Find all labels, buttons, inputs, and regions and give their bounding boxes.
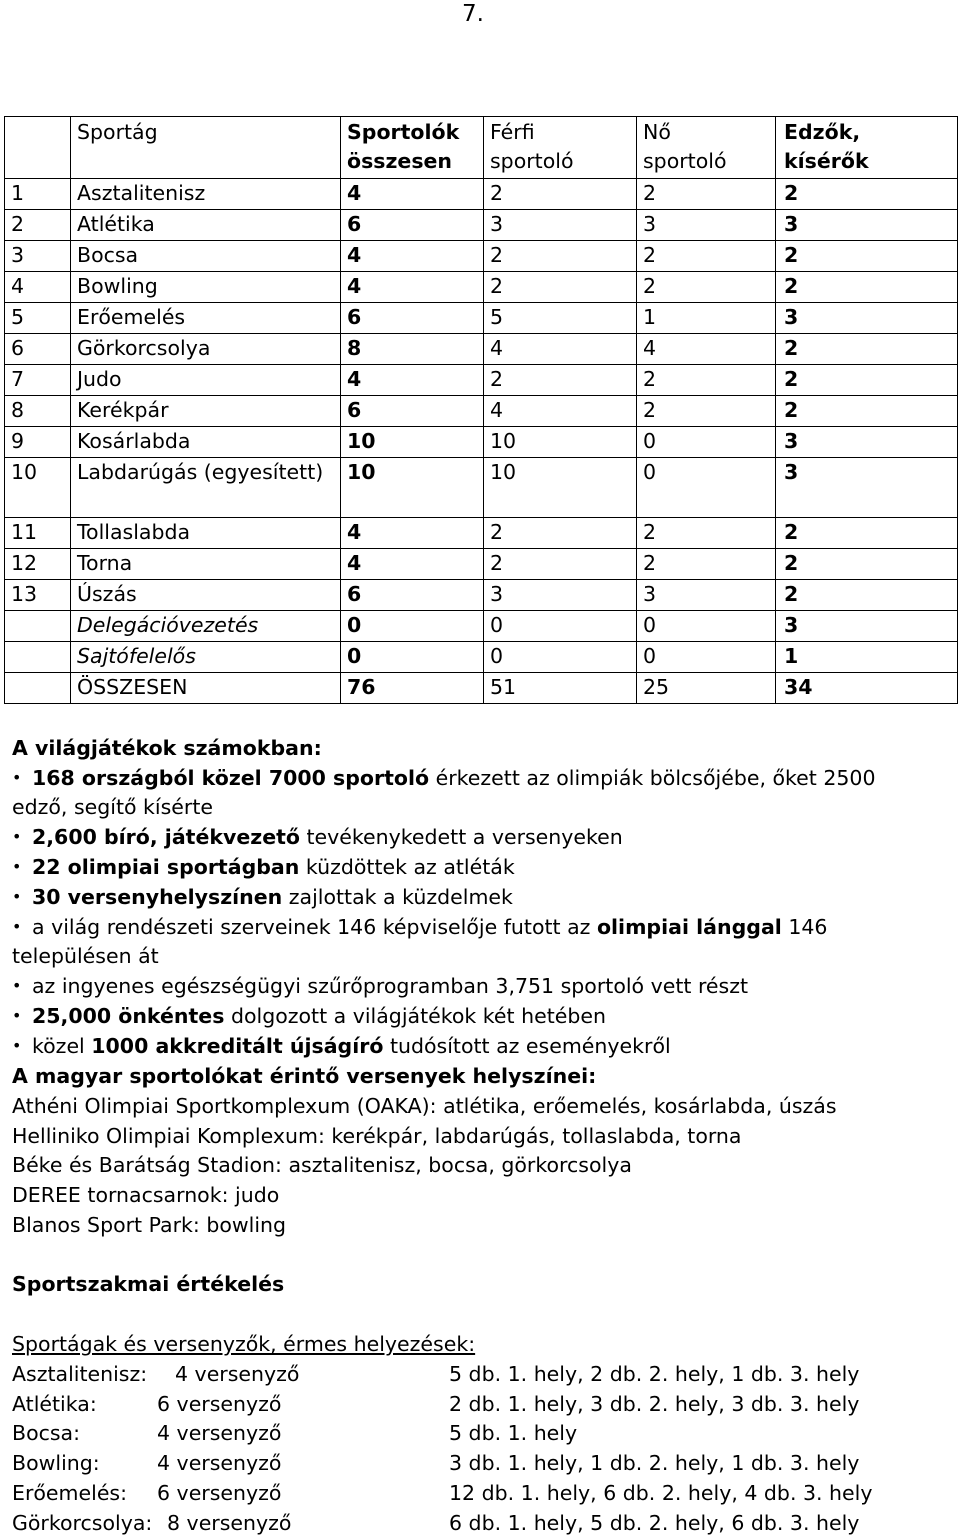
cell-total: 0 (341, 611, 484, 642)
cell-total: 6 (341, 396, 484, 427)
cell-male: 4 (484, 396, 637, 427)
cell-sport: Kerékpár (71, 396, 341, 427)
table-row (5, 611, 958, 642)
evaluation-medals: 3 db. 1. hely, 1 db. 2. hely, 1 db. 3. hely (449, 1451, 860, 1476)
header-sport: Sportág (71, 117, 341, 179)
cell-no: 1 (5, 179, 71, 210)
cell-male: 3 (484, 580, 637, 611)
cell-coaches: 2 (776, 518, 958, 549)
page-number: 7. (462, 1, 484, 27)
cell-total: 4 (341, 272, 484, 303)
evaluation-row (12, 1389, 281, 1419)
highlight-text: 168 országból közel 7000 sportoló (32, 766, 430, 790)
cell-coaches: 2 (776, 365, 958, 396)
cell-total: 6 (341, 303, 484, 334)
table-row (5, 458, 958, 518)
evaluation-row (12, 1448, 281, 1478)
cell-total: 10 (341, 427, 484, 458)
cell-no (5, 673, 71, 704)
evaluation-sport: Görkorcsolya: (12, 1510, 153, 1535)
cell-sport: Görkorcsolya (71, 334, 341, 365)
cell-female: 1 (637, 303, 776, 334)
cell-male: 2 (484, 518, 637, 549)
numbers-heading: A világjátékok számokban: (12, 736, 322, 760)
bullet-icon (12, 882, 32, 914)
cell-total: 4 (341, 179, 484, 210)
table-row (5, 396, 958, 427)
highlight-text: 30 versenyhelyszínen (32, 885, 283, 909)
cell-no: 12 (5, 549, 71, 580)
cell-male: 0 (484, 642, 637, 673)
cell-female: 0 (637, 458, 776, 518)
item-text: tevékenykedett a versenyeken (299, 825, 623, 849)
cell-female: 0 (637, 642, 776, 673)
evaluation-count: 4 versenyző (157, 1421, 282, 1446)
list-item (12, 882, 513, 914)
cell-coaches: 3 (776, 458, 958, 518)
item-text: tudósított az eseményekről (383, 1034, 671, 1058)
cell-male: 10 (484, 458, 637, 518)
cell-female: 2 (637, 396, 776, 427)
cell-sport: Úszás (71, 580, 341, 611)
venue-line: Athéni Olimpiai Sportkomplexum (OAKA): atlétika, erőemelés, kosárlabda, úszás (12, 1094, 837, 1118)
bullet-icon (12, 1001, 32, 1033)
evaluation-count: 6 versenyző (157, 1391, 282, 1416)
table-row (5, 241, 958, 272)
cell-coaches: 3 (776, 427, 958, 458)
cell-female: 25 (637, 673, 776, 704)
cell-male: 10 (484, 427, 637, 458)
item-text: közel (32, 1034, 92, 1058)
cell-female: 3 (637, 210, 776, 241)
cell-sport: Tollaslabda (71, 518, 341, 549)
table-row (5, 179, 958, 210)
cell-female: 2 (637, 241, 776, 272)
item-text: érkezett az olimpiák bölcsőjébe, őket 2500 (429, 766, 876, 790)
list-item (12, 763, 876, 795)
evaluation-sport: Asztalitenisz: (12, 1362, 148, 1386)
table-row (5, 427, 958, 458)
cell-male: 5 (484, 303, 637, 334)
header-male: Férfi sportoló (484, 117, 637, 179)
list-item (12, 1031, 671, 1063)
evaluation-count: 8 versenyző (167, 1510, 292, 1535)
bullet-icon (12, 822, 32, 854)
header-no (5, 117, 71, 179)
evaluation-heading: Sportszakmai értékelés (12, 1272, 285, 1296)
venue-line: Béke és Barátság Stadion: asztalitenisz, bocsa, görkorcsolya (12, 1153, 632, 1177)
list-item (12, 1001, 606, 1033)
evaluation-medals: 12 db. 1. hely, 6 db. 2. hely, 4 db. 3. hely (449, 1480, 873, 1505)
table-row (5, 549, 958, 580)
cell-total: 4 (341, 518, 484, 549)
cell-sport: Labdarúgás (egyesített) (71, 458, 341, 518)
cell-sport: ÖSSZESEN (71, 673, 341, 704)
table-row (5, 303, 958, 334)
venue-line: Helliniko Olimpiai Komplexum: kerékpár, labdarúgás, tollaslabda, torna (12, 1124, 742, 1148)
cell-coaches: 34 (776, 673, 958, 704)
highlight-text: 1000 akkreditált újságíró (91, 1034, 384, 1058)
evaluation-medals: 5 db. 1. hely, 2 db. 2. hely, 1 db. 3. hely (449, 1362, 860, 1386)
cell-no (5, 642, 71, 673)
table-row (5, 334, 958, 365)
evaluation-medals: 5 db. 1. hely (449, 1421, 578, 1446)
list-item (12, 971, 748, 1003)
table-row (5, 518, 958, 549)
cell-male: 2 (484, 365, 637, 396)
list-item (12, 822, 623, 854)
item-text: a világ rendészeti szerveinek 146 képviselője futott az (32, 915, 597, 939)
bullet-icon (12, 1031, 32, 1063)
cell-male: 51 (484, 673, 637, 704)
item-text: 146 (781, 915, 828, 939)
item-text: dolgozott a világjátékok két hetében (224, 1004, 606, 1028)
evaluation-row (12, 1418, 281, 1448)
table-row (5, 642, 958, 673)
item-text: zajlottak a küzdelmek (282, 885, 513, 909)
evaluation-subheading: Sportágak és versenyzők, érmes helyezések: (12, 1332, 476, 1356)
cell-no: 8 (5, 396, 71, 427)
cell-no: 9 (5, 427, 71, 458)
cell-sport: Bowling (71, 272, 341, 303)
evaluation-medals: 6 db. 1. hely, 5 db. 2. hely, 6 db. 3. hely (449, 1510, 860, 1535)
list-item (12, 852, 515, 884)
venue-line: DEREE tornacsarnok: judo (12, 1183, 280, 1207)
cell-sport: Sajtófelelős (71, 642, 341, 673)
cell-coaches: 1 (776, 642, 958, 673)
cell-total: 4 (341, 241, 484, 272)
cell-female: 3 (637, 580, 776, 611)
cell-coaches: 2 (776, 272, 958, 303)
bullet-icon (12, 971, 32, 1003)
venue-line: Blanos Sport Park: bowling (12, 1213, 287, 1237)
highlight-text: 22 olimpiai sportágban (32, 855, 300, 879)
cell-male: 0 (484, 611, 637, 642)
cell-male: 2 (484, 272, 637, 303)
evaluation-row (12, 1359, 299, 1389)
cell-total: 4 (341, 549, 484, 580)
evaluation-sport: Bocsa: (12, 1421, 81, 1446)
cell-no: 4 (5, 272, 71, 303)
cell-no: 2 (5, 210, 71, 241)
cell-female: 2 (637, 518, 776, 549)
table-header-row (5, 117, 958, 179)
cell-sport: Asztalitenisz (71, 179, 341, 210)
cell-coaches: 2 (776, 549, 958, 580)
header-total: Sportolók összesen (341, 117, 484, 179)
cell-coaches: 2 (776, 396, 958, 427)
cell-coaches: 2 (776, 179, 958, 210)
venues-heading: A magyar sportolókat érintő versenyek helyszínei: (12, 1064, 597, 1088)
cell-total: 0 (341, 642, 484, 673)
cell-total: 76 (341, 673, 484, 704)
table-row (5, 365, 958, 396)
evaluation-sport: Erőemelés: (12, 1480, 128, 1505)
evaluation-sport: Bowling: (12, 1451, 100, 1476)
cell-female: 2 (637, 549, 776, 580)
item-text: az ingyenes egészségügyi szűrőprogramban 3,751 sportoló vett részt (32, 974, 749, 998)
cell-female: 2 (637, 365, 776, 396)
item-text: küzdöttek az atléták (299, 855, 515, 879)
cell-sport: Erőemelés (71, 303, 341, 334)
table-row (5, 580, 958, 611)
cell-total: 8 (341, 334, 484, 365)
cell-no: 11 (5, 518, 71, 549)
cell-no: 5 (5, 303, 71, 334)
list-item-continuation: településen át (12, 944, 159, 968)
cell-no: 7 (5, 365, 71, 396)
cell-coaches: 3 (776, 210, 958, 241)
cell-male: 3 (484, 210, 637, 241)
highlight-text: 2,600 bíró, játékvezető (32, 825, 300, 849)
list-item (12, 912, 827, 944)
cell-male: 4 (484, 334, 637, 365)
evaluation-count: 4 versenyző (157, 1451, 282, 1476)
cell-no: 3 (5, 241, 71, 272)
cell-no: 6 (5, 334, 71, 365)
cell-total: 6 (341, 210, 484, 241)
cell-coaches: 3 (776, 303, 958, 334)
evaluation-sport: Atlétika: (12, 1391, 97, 1416)
evaluation-count: 4 versenyző (175, 1362, 300, 1386)
cell-coaches: 3 (776, 611, 958, 642)
highlight-text: olimpiai lánggal (596, 915, 782, 939)
cell-coaches: 2 (776, 334, 958, 365)
cell-no: 10 (5, 458, 71, 518)
cell-sport: Atlétika (71, 210, 341, 241)
cell-female: 0 (637, 611, 776, 642)
cell-no: 13 (5, 580, 71, 611)
bullet-icon (12, 912, 32, 944)
evaluation-row (12, 1478, 281, 1508)
cell-female: 2 (637, 179, 776, 210)
cell-male: 2 (484, 179, 637, 210)
cell-sport: Bocsa (71, 241, 341, 272)
cell-total: 10 (341, 458, 484, 518)
table-row (5, 272, 958, 303)
cell-total: 6 (341, 580, 484, 611)
sports-table (4, 116, 958, 704)
cell-male: 2 (484, 549, 637, 580)
evaluation-count: 6 versenyző (157, 1480, 282, 1505)
cell-female: 4 (637, 334, 776, 365)
table-row (5, 673, 958, 704)
cell-male: 2 (484, 241, 637, 272)
cell-sport: Judo (71, 365, 341, 396)
cell-sport: Delegációvezetés (71, 611, 341, 642)
header-coaches: Edzők, kísérők (776, 117, 958, 179)
cell-sport: Kosárlabda (71, 427, 341, 458)
table-row (5, 210, 958, 241)
highlight-text: 25,000 önkéntes (32, 1004, 225, 1028)
header-female: Nő sportoló (637, 117, 776, 179)
evaluation-medals: 2 db. 1. hely, 3 db. 2. hely, 3 db. 3. hely (449, 1391, 860, 1416)
cell-sport: Torna (71, 549, 341, 580)
cell-total: 4 (341, 365, 484, 396)
cell-female: 2 (637, 272, 776, 303)
bullet-icon (12, 852, 32, 884)
cell-female: 0 (637, 427, 776, 458)
cell-coaches: 2 (776, 580, 958, 611)
cell-no (5, 611, 71, 642)
list-item-continuation: edző, segítő kísérte (12, 795, 213, 819)
evaluation-row (12, 1508, 291, 1538)
cell-coaches: 2 (776, 241, 958, 272)
bullet-icon (12, 763, 32, 795)
